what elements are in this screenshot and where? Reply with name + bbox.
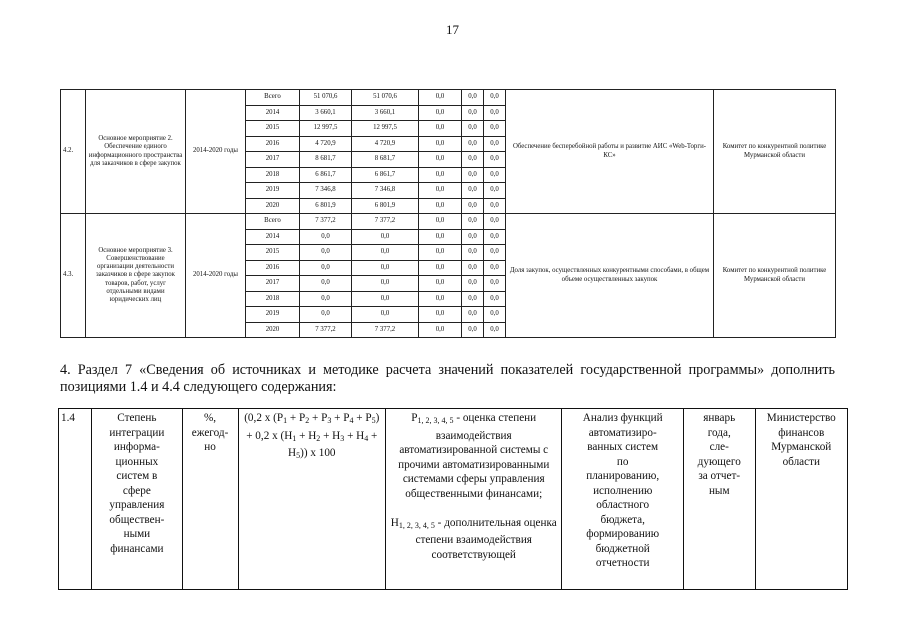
amount-cell: 0,0 (352, 276, 419, 292)
amount-cell: 0,0 (419, 121, 462, 137)
amount-cell: 0,0 (352, 291, 419, 307)
amount-cell: 0,0 (462, 90, 484, 106)
measure-description: Основное мероприятие 3. Совершенствование организации деятельности заказчиков в сфере закупок товаров, работ, услуг отдельными видами юридических лиц (86, 214, 186, 338)
year-cell: 2017 (246, 276, 300, 292)
year-cell: 2018 (246, 167, 300, 183)
amount-cell: 0,0 (462, 260, 484, 276)
amount-cell: 0,0 (419, 245, 462, 261)
year-cell: 2020 (246, 198, 300, 214)
amount-cell: 0,0 (300, 307, 352, 323)
amount-cell: 0,0 (352, 260, 419, 276)
amount-cell: 0,0 (419, 136, 462, 152)
amount-cell: 0,0 (300, 276, 352, 292)
amount-cell: 0,0 (419, 105, 462, 121)
indicator-formula: (0,2 x $(P_1 + P_2 + P_3 + P_4 + P_5) + 0,2$ x $(H_1 + H_2 + H_3 + H_4 + H_5)$) x 100 (238, 409, 385, 590)
amount-cell: 4 720,9 (300, 136, 352, 152)
amount-cell: 0,0 (462, 167, 484, 183)
amount-cell: 12 997,5 (352, 121, 419, 137)
amount-cell: 0,0 (462, 245, 484, 261)
amount-cell: 7 346,8 (352, 183, 419, 199)
program-measures-table (60, 89, 836, 338)
amount-cell: 0,0 (352, 307, 419, 323)
amount-cell: 7 377,2 (352, 322, 419, 338)
amount-cell: 0,0 (484, 198, 506, 214)
amount-cell: 7 346,8 (300, 183, 352, 199)
measure-year-row (61, 214, 836, 230)
amount-cell: 6 801,9 (352, 198, 419, 214)
page-number: 17 (446, 22, 459, 37)
amount-cell: 0,0 (484, 136, 506, 152)
measure-result: Доля закупок, осуществленных конкурентными способами, в общем объеме осуществленных закупок (506, 214, 714, 338)
amount-cell: 0,0 (419, 167, 462, 183)
measure-number: 4.2. (61, 90, 86, 214)
amount-cell: 0,0 (419, 276, 462, 292)
amount-cell: 0,0 (484, 322, 506, 338)
amount-cell: 0,0 (419, 214, 462, 230)
amount-cell: 0,0 (484, 152, 506, 168)
amount-cell: 8 681,7 (300, 152, 352, 168)
amount-cell: 0,0 (484, 245, 506, 261)
measure-description: Основное мероприятие 2. Обеспечение единого информационного пространства для заказчиков в сфере закупок (86, 90, 186, 214)
amount-cell: 0,0 (484, 307, 506, 323)
amount-cell: 0,0 (462, 214, 484, 230)
amount-cell: 0,0 (462, 322, 484, 338)
amount-cell: 6 861,7 (352, 167, 419, 183)
amount-cell: 0,0 (484, 183, 506, 199)
amount-cell: 3 660,1 (352, 105, 419, 121)
year-cell: Всего (246, 90, 300, 106)
year-cell: 2019 (246, 307, 300, 323)
indicator-definition: $P_{1, 2, 3, 4, 5}$ - оценка степени взаимодействия автоматизированной системы с прочими автоматизированными системами сферы управления общественными финансами; $H_{1, 2, 3, 4, 5}$ - дополнительная оценка степени взаимодействия соответствующей (385, 409, 561, 590)
indicator-row (59, 409, 848, 590)
amount-cell: 0,0 (419, 291, 462, 307)
amount-cell: 0,0 (462, 229, 484, 245)
amount-cell: 0,0 (484, 229, 506, 245)
amount-cell: 7 377,2 (300, 214, 352, 230)
amount-cell: 0,0 (419, 90, 462, 106)
amount-cell: 0,0 (419, 229, 462, 245)
amount-cell: 0,0 (462, 307, 484, 323)
indicator-name: Степень интеграции информа- ционных систем в сфере управления обществен- ными финансами (92, 409, 182, 590)
amount-cell: 0,0 (484, 276, 506, 292)
amount-cell: 0,0 (484, 260, 506, 276)
year-cell: 2015 (246, 121, 300, 137)
amount-cell: 3 660,1 (300, 105, 352, 121)
year-cell: Всего (246, 214, 300, 230)
amount-cell: 7 377,2 (300, 322, 352, 338)
measure-result: Обеспечение бесперебойной работы и развитие АИС «Web-Торги-КС» (506, 90, 714, 214)
amount-cell: 0,0 (419, 152, 462, 168)
year-cell: 2019 (246, 183, 300, 199)
amount-cell: 0,0 (300, 291, 352, 307)
measure-executor: Комитет по конкурентной политике Мурманской области (714, 214, 836, 338)
amount-cell: 0,0 (352, 245, 419, 261)
amount-cell: 7 377,2 (352, 214, 419, 230)
amount-cell: 6 801,9 (300, 198, 352, 214)
amount-cell: 0,0 (300, 229, 352, 245)
measure-executor: Комитет по конкурентной политике Мурманской области (714, 90, 836, 214)
amount-cell: 0,0 (419, 260, 462, 276)
amount-cell: 51 070,6 (300, 90, 352, 106)
measure-period: 2014-2020 годы (186, 90, 246, 214)
indicator-number: 1.4 (59, 409, 92, 590)
amount-cell: 0,0 (484, 167, 506, 183)
measure-year-row (61, 90, 836, 106)
year-cell: 2016 (246, 260, 300, 276)
indicator-period: январь года, сле- дующего за отчет- ным (683, 409, 755, 590)
amount-cell: 0,0 (484, 291, 506, 307)
amount-cell: 0,0 (300, 245, 352, 261)
amount-cell: 0,0 (419, 307, 462, 323)
amount-cell: 0,0 (462, 121, 484, 137)
amount-cell: 0,0 (462, 152, 484, 168)
amount-cell: 0,0 (352, 229, 419, 245)
year-cell: 2020 (246, 322, 300, 338)
indicator-source: Анализ функций автоматизиро- ванных систем по планированию, исполнению областного бюджета, формированию бюджетной отчетности (562, 409, 683, 590)
indicator-sources-table (58, 408, 848, 590)
indicator-responsible: Министерство финансов Мурманской области (755, 409, 847, 590)
amount-cell: 0,0 (462, 291, 484, 307)
amount-cell: 0,0 (484, 105, 506, 121)
amount-cell: 0,0 (419, 198, 462, 214)
amount-cell: 0,0 (300, 260, 352, 276)
amount-cell: 4 720,9 (352, 136, 419, 152)
indicator-unit: %, ежегод- но (182, 409, 238, 590)
year-cell: 2014 (246, 105, 300, 121)
amount-cell: 0,0 (484, 121, 506, 137)
year-cell: 2016 (246, 136, 300, 152)
amount-cell: 0,0 (419, 322, 462, 338)
amount-cell: 12 997,5 (300, 121, 352, 137)
amount-cell: 51 070,6 (352, 90, 419, 106)
measure-number: 4.3. (61, 214, 86, 338)
amount-cell: 0,0 (462, 198, 484, 214)
year-cell: 2014 (246, 229, 300, 245)
amount-cell: 6 861,7 (300, 167, 352, 183)
year-cell: 2017 (246, 152, 300, 168)
amount-cell: 0,0 (419, 183, 462, 199)
amount-cell: 0,0 (484, 90, 506, 106)
year-cell: 2018 (246, 291, 300, 307)
year-cell: 2015 (246, 245, 300, 261)
amount-cell: 0,0 (484, 214, 506, 230)
amount-cell: 0,0 (462, 276, 484, 292)
amount-cell: 0,0 (462, 183, 484, 199)
amount-cell: 8 681,7 (352, 152, 419, 168)
amount-cell: 0,0 (462, 136, 484, 152)
measure-period: 2014-2020 годы (186, 214, 246, 338)
section-7-amendment-text: 4. Раздел 7 «Сведения об источниках и методике расчета значений показателей государственной программы» дополнить позициями 1.4 и 4.4 следующего содержания: (60, 362, 835, 395)
amount-cell: 0,0 (462, 105, 484, 121)
